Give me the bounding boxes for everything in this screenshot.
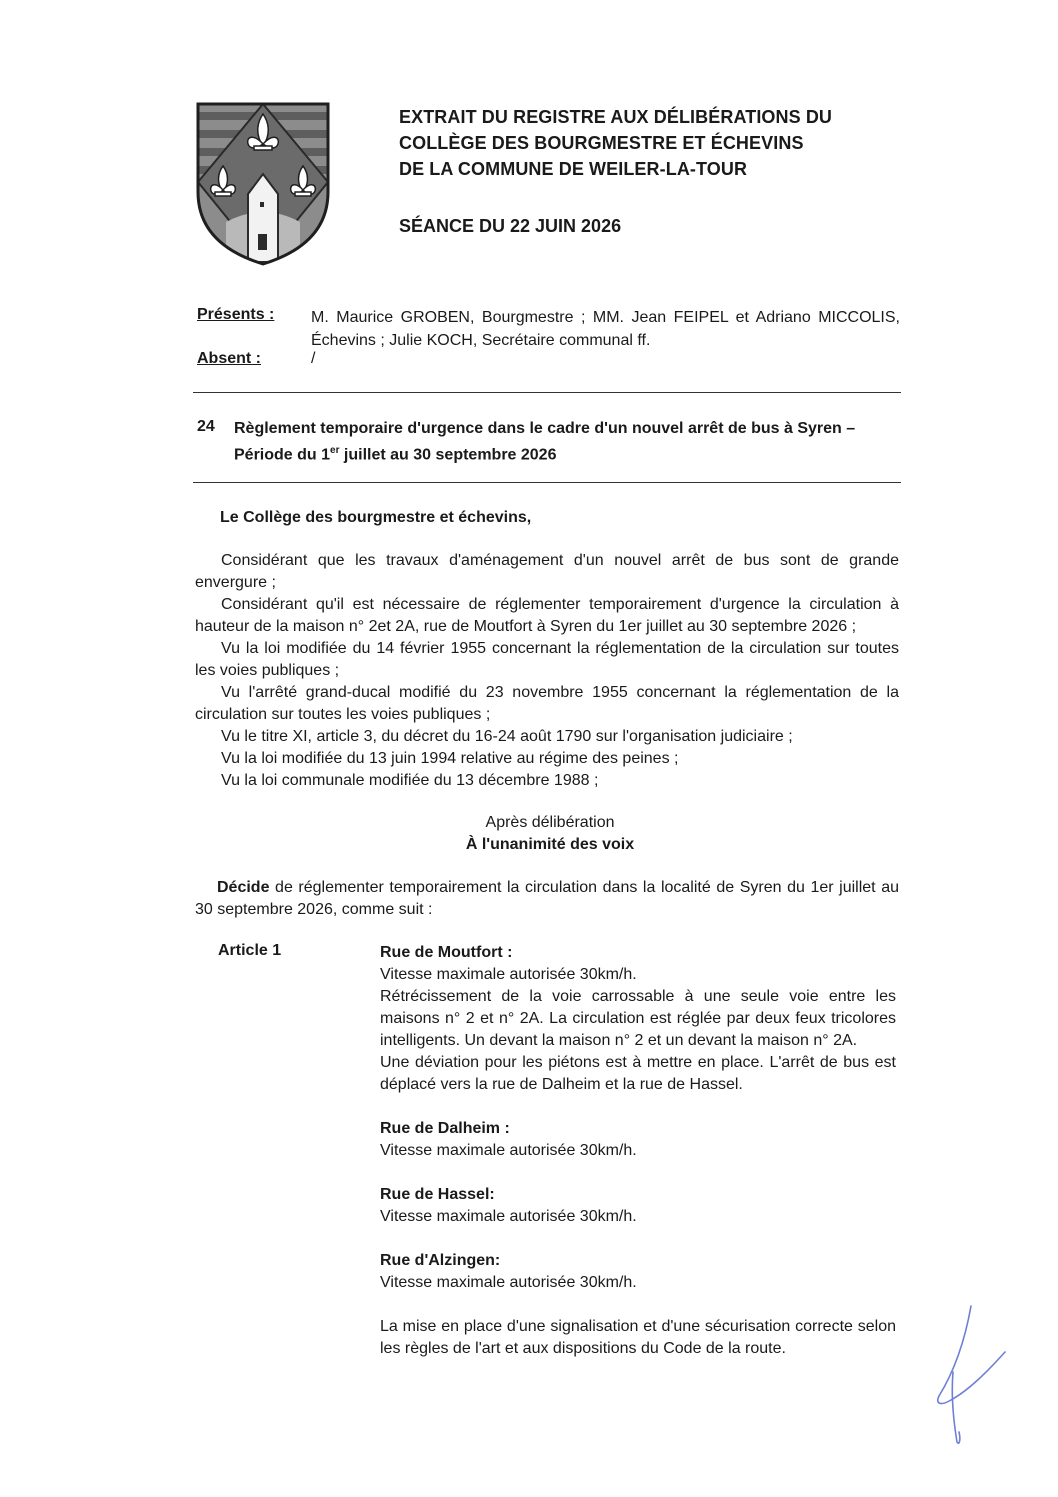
closing-text: La mise en place d'une signalisation et d'une sécurisation correcte selon les règles de l'art et aux dispositions du Code de la route. <box>380 1318 896 1357</box>
street-rule: Vitesse maximale autorisée 30km/h. <box>380 1142 637 1159</box>
street-block-alzingen <box>380 1250 896 1294</box>
article-label: Article 1 <box>218 942 282 959</box>
decision-body: de réglementer temporairement la circulation dans la localité de Syren du 1er juillet au 30 septembre 2026, comme suit : <box>195 879 899 918</box>
street-name: Rue de Dalheim : <box>380 1120 510 1137</box>
absent-label: Absent : <box>197 350 261 367</box>
considerant-1: Considérant que les travaux d'aménagement d'un nouvel arrêt de bus sont de grande envergure ; <box>195 552 899 591</box>
street-name: Rue de Moutfort : <box>380 944 513 961</box>
divider-top <box>193 392 901 393</box>
street-block-dalheim <box>380 1118 896 1162</box>
article-body <box>380 942 896 1382</box>
document-title <box>399 104 919 182</box>
street-block-hassel <box>380 1184 896 1228</box>
considerant-6: Vu la loi modifiée du 13 juin 1994 relative au régime des peines ; <box>221 750 679 767</box>
street-name: Rue de Hassel: <box>380 1186 495 1203</box>
considerants <box>195 550 899 792</box>
street-block-moutfort <box>380 942 896 1096</box>
considerant-3: Vu la loi modifiée du 14 février 1955 concernant la réglementation de la circulation sur toutes les voies publiques ; <box>195 640 899 679</box>
closing-block <box>380 1316 896 1360</box>
decision-keyword: Décide <box>217 879 270 896</box>
title-line-3: DE LA COMMUNE DE WEILER-LA-TOUR <box>399 159 748 179</box>
college-heading: Le Collège des bourgmestre et échevins, <box>220 509 532 526</box>
item-subject-sup: er <box>330 445 340 456</box>
considerant-4: Vu l'arrêté grand-ducal modifié du 23 novembre 1955 concernant la réglementation de la circulation sur toutes les voies publiques ; <box>195 684 899 723</box>
considerant-7: Vu la loi communale modifiée du 13 décembre 1988 ; <box>221 772 599 789</box>
street-name: Rue d'Alzingen: <box>380 1252 501 1269</box>
title-line-2: COLLÈGE DES BOURGMESTRE ET ÉCHEVINS <box>399 133 804 153</box>
considerant-5: Vu le titre XI, article 3, du décret du 16-24 août 1790 sur l'organisation judiciaire ; <box>221 728 793 745</box>
street-rule: Rétrécissement de la voie carrossable à une seule voie entre les maisons n° 2 et n° 2A. La circulation est réglée par deux feux tricolores intelligents. Un devant la maison n° 2 et un devant la maison n° 2A. <box>380 988 896 1049</box>
divider-bottom <box>193 482 901 483</box>
item-number: 24 <box>197 418 215 435</box>
coat-of-arms-logo <box>196 102 330 266</box>
street-rule: Vitesse maximale autorisée 30km/h. <box>380 1274 637 1291</box>
item-subject <box>234 418 900 466</box>
present-label: Présents : <box>197 306 275 323</box>
deliberation-block <box>420 812 680 856</box>
considerant-2: Considérant qu'il est nécessaire de réglementer temporairement d'urgence la circulation à hauteur de la maison n° 2et 2A, rue de Moutfort à Syren du 1er juillet au 30 septembre 2026 ; <box>195 596 899 635</box>
street-rule: Vitesse maximale autorisée 30km/h. <box>380 966 637 983</box>
item-subject-part-2: juillet au 30 septembre 2026 <box>339 446 557 464</box>
decision-text <box>195 877 899 921</box>
vote-result: À l'unanimité des voix <box>465 836 635 853</box>
deliberation-line: Après délibération <box>485 814 615 831</box>
title-line-1: EXTRAIT DU REGISTRE AUX DÉLIBÉRATIONS DU <box>399 107 833 127</box>
session-date: SÉANCE DU 22 JUIN 2026 <box>399 216 622 236</box>
present-members: M. Maurice GROBEN, Bourgmestre ; MM. Jean FEIPEL et Adriano MICCOLIS, Échevins ; Julie KOCH, Secrétaire communal ff. <box>311 309 900 349</box>
street-rule: Vitesse maximale autorisée 30km/h. <box>380 1208 637 1225</box>
handwritten-initials-signature <box>925 1300 1010 1450</box>
street-rule: Une déviation pour les piétons est à mettre en place. L'arrêt de bus est déplacé vers la rue de Dalheim et la rue de Hassel. <box>380 1054 896 1093</box>
absent-value: / <box>311 350 316 367</box>
item-subject-part-1: Règlement temporaire d'urgence dans le cadre d'un nouvel arrêt de bus à Syren – Période du 1 <box>234 420 856 464</box>
